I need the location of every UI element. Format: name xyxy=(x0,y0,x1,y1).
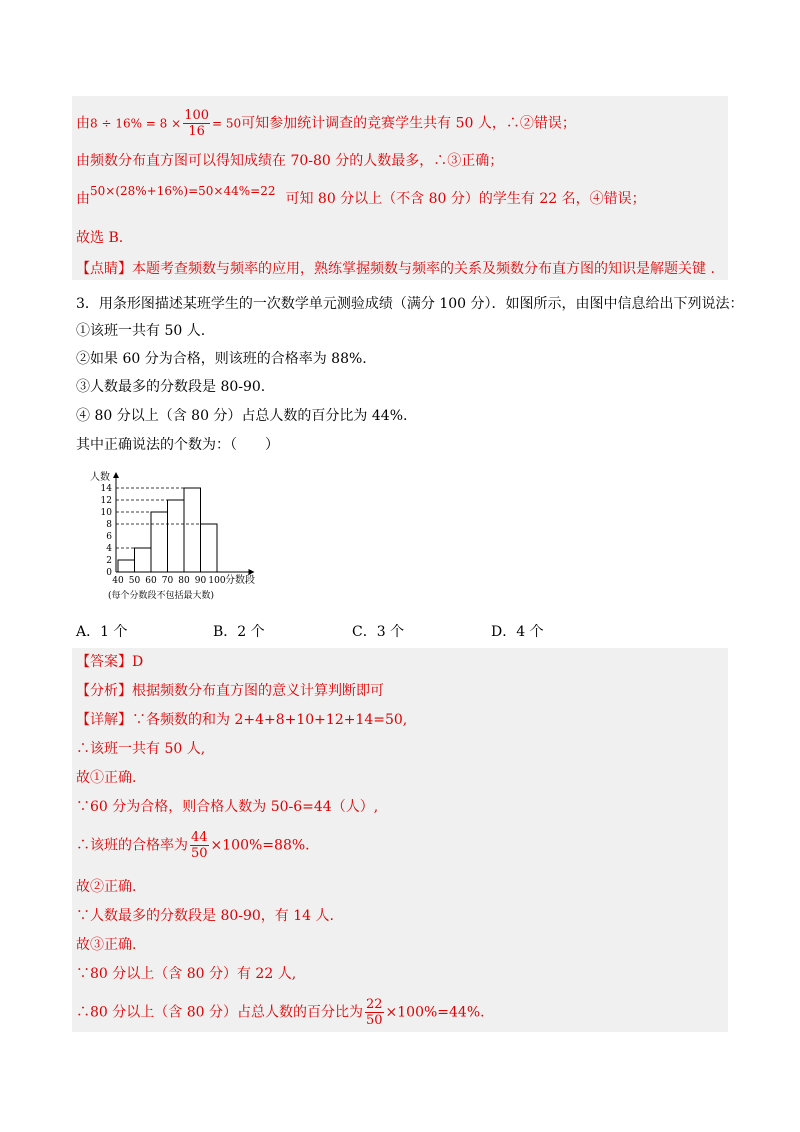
text: 由 xyxy=(76,191,90,207)
statement-2: ②如果 60 分为合格，则该班的合格率为 88%. xyxy=(76,351,367,367)
fraction xyxy=(365,997,384,1028)
option-c[interactable]: C．3 个 xyxy=(352,624,405,640)
y-tick-label: 0 xyxy=(106,568,112,578)
numerator: 22 xyxy=(365,997,383,1012)
text: ×100%=44%. xyxy=(385,1004,485,1021)
answer-8: 故②正确. xyxy=(76,879,137,895)
x-tick-label: 90 xyxy=(194,576,207,586)
statement-1: ①该班一共有 50 人. xyxy=(76,323,206,339)
answer-9: ∵人数最多的分数段是 80-90，有 14 人. xyxy=(76,908,334,924)
math: 8 ÷ 16% = 8 × xyxy=(90,116,182,131)
text: ∴该班的合格率为 xyxy=(76,837,188,854)
answer-5: 故①正确. xyxy=(76,770,137,786)
question-ask: 其中正确说法的个数为：（ ） xyxy=(76,437,279,453)
answer-4: ∴该班一共有 50 人, xyxy=(76,741,206,757)
histogram-bar xyxy=(168,500,185,572)
math: = 50 xyxy=(212,116,242,131)
histogram-chart xyxy=(72,462,292,612)
fraction xyxy=(183,108,210,139)
answer-3: 【详解】∵各频数的和为 2+4+8+10+12+14=50, xyxy=(76,712,408,728)
text: 可知 80 分以上（不含 80 分）的学生有 22 名，④错误； xyxy=(285,191,646,207)
histogram-bar xyxy=(184,488,201,572)
prev-line-1 xyxy=(76,108,576,139)
y-tick-label: 14 xyxy=(100,484,112,494)
histogram-bar xyxy=(201,524,218,572)
y-tick-label: 6 xyxy=(106,532,112,542)
option-b[interactable]: B．2 个 xyxy=(213,624,265,640)
answer-1: 【答案】D xyxy=(76,654,144,670)
y-tick-label: 8 xyxy=(106,520,112,530)
prev-line-4: 故选 B. xyxy=(76,230,124,246)
text: ∴80 分以上（含 80 分）占总人数的百分比为 xyxy=(76,1004,363,1021)
option-d[interactable]: D．4 个 xyxy=(491,624,544,640)
y-tick-label: 4 xyxy=(106,544,112,554)
x-tick-label: 100 xyxy=(208,576,226,586)
answer-11: ∵80 分以上（含 80 分）有 22 人, xyxy=(76,966,297,982)
y-axis-arrow xyxy=(113,472,119,478)
answer-7 xyxy=(76,830,310,861)
x-tick-label: 40 xyxy=(112,576,124,586)
prev-line-5: 【点睛】本题考查频数与频率的应用，熟练掌握频数与频率的关系及频数分布直方图的知识是解题关键 . xyxy=(76,261,715,277)
histogram-bar xyxy=(118,560,135,572)
text: 由 xyxy=(76,115,90,132)
x-tick-label: 80 xyxy=(178,576,190,586)
denominator: 16 xyxy=(188,124,205,139)
option-a[interactable]: A．1 个 xyxy=(76,624,128,640)
chart-note: (每个分数段不包括最大数) xyxy=(108,591,215,601)
text: 可知参加统计调查的竞赛学生共有 50 人，∴②错误； xyxy=(241,115,576,132)
x-tick-label: 70 xyxy=(161,576,174,586)
y-axis-label: 人数 xyxy=(90,472,110,483)
answer-2: 【分析】根据频数分布直方图的意义计算判断即可 xyxy=(76,683,384,699)
statement-3: ③人数最多的分数段是 80-90. xyxy=(76,379,266,395)
text: ×100%=88%. xyxy=(210,837,310,854)
fraction xyxy=(190,830,209,861)
histogram-bar xyxy=(135,548,152,572)
histogram-bar xyxy=(151,512,168,572)
numerator: 100 xyxy=(184,108,210,123)
statement-4: ④ 80 分以上（含 80 分）占总人数的百分比为 44%. xyxy=(76,408,408,424)
prev-line-3 xyxy=(76,184,646,208)
x-tick-label: 60 xyxy=(145,576,157,586)
y-tick-label: 2 xyxy=(106,556,112,566)
prev-line-2: 由频数分布直方图可以得知成绩在 70-80 分的人数最多，∴③正确； xyxy=(76,153,504,169)
y-tick-label: 12 xyxy=(100,496,112,506)
answer-12 xyxy=(76,997,485,1028)
y-tick-label: 10 xyxy=(100,508,112,518)
math: 50×(28%+16%)=50×44%=22 xyxy=(90,184,276,198)
denominator: 50 xyxy=(191,846,208,861)
x-axis-label: 分数段 xyxy=(225,575,255,586)
numerator: 44 xyxy=(191,830,208,845)
denominator: 50 xyxy=(365,1013,383,1028)
answer-10: 故③正确. xyxy=(76,937,137,953)
x-tick-label: 50 xyxy=(128,576,141,586)
question-stem: 3．用条形图描述某班学生的一次数学单元测验成绩（满分 100 分）．如图所示，由图中信息给出下列说法： xyxy=(76,296,744,312)
answer-6: ∵60 分为合格，则合格人数为 50-6=44（人）, xyxy=(76,799,379,815)
